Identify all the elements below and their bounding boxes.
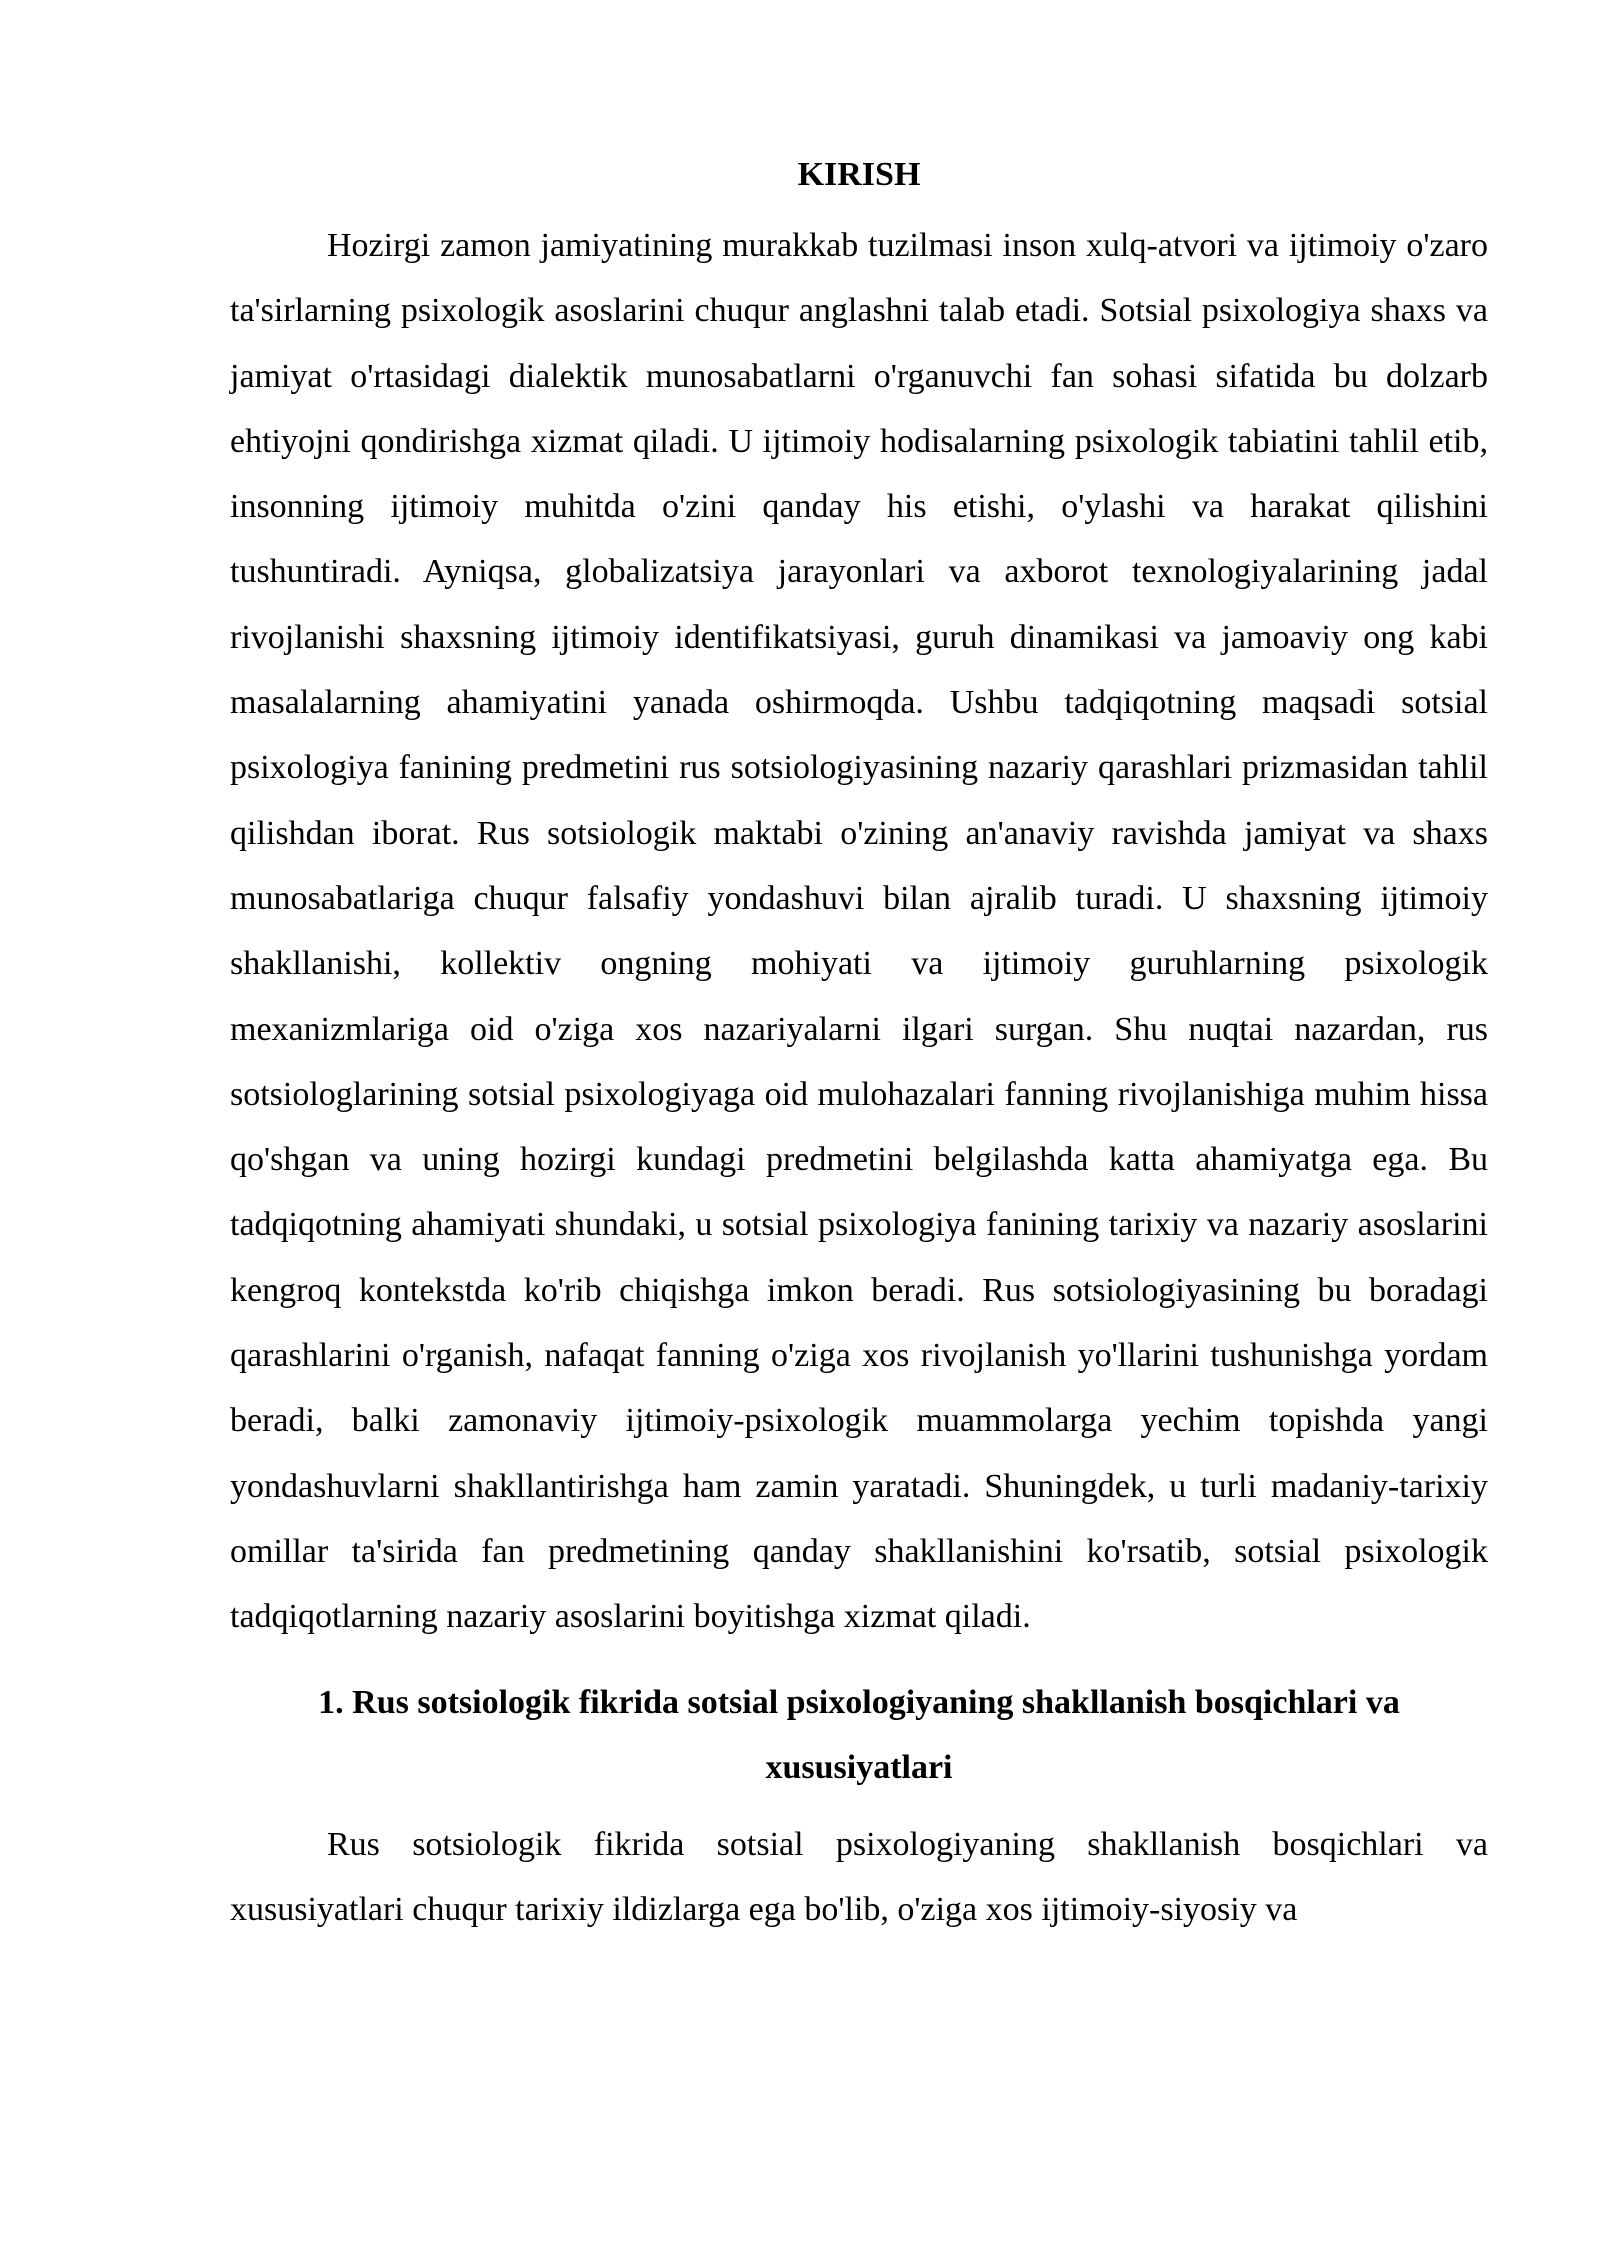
- document-page: [230, 145, 1488, 1942]
- section-1-heading: 1. Rus sotsiologik fikrida sotsial psixologiyaning shakllanish bosqichlari va xususiyatlari: [318, 1683, 1400, 1786]
- section-1-paragraph: Rus sotsiologik fikrida sotsial psixologiyaning shakllanish bosqichlari va xususiyatlari chuqur tarixiy ildizlarga ega bo'lib, o'ziga xos ijtimoiy-siyosiy va: [230, 1825, 1488, 1928]
- intro-paragraph: Hozirgi zamon jamiyatining murakkab tuzilmasi inson xulq-atvori va ijtimoiy o'zaro ta'sirlarning psixologik asoslarini chuqur anglashni talab etadi. Sotsial psixologiya shaxs va jamiyat o'rtasidagi dialektik munosabatlarni o'rganuvchi fan sohasi sifatida bu dolzarb ehtiyojni qondirishga xizmat qiladi. U ijtimoiy hodisalarning psixologik tabiatini tahlil etib, insonning ijtimoiy muhitda o'zini qanday his etishi, o'ylashi va harakat qilishini tushuntiradi. Ayniqsa, globalizatsiya jarayonlari va axborot texnologiyalarining jadal rivojlanishi shaxsning ijtimoiy identifikatsiyasi, guruh dinamikasi va jamoaviy ong kabi masalalarning ahamiyatini yanada oshirmoqda. Ushbu tadqiqotning maqsadi sotsial psixologiya fanining predmetini rus sotsiologiyasining nazariy qarashlari prizmasidan tahlil qilishdan iborat. Rus sotsiologik maktabi o'zining an'anaviy ravishda jamiyat va shaxs munosabatlariga chuqur falsafiy yondashuvi bilan ajralib turadi. U shaxsning ijtimoiy shakllanishi, kollektiv ongning mohiyati va ijtimoiy guruhlarning psixologik mexanizmlariga oid o'ziga xos nazariyalarni ilgari surgan. Shu nuqtai nazardan, rus sotsiologlarining sotsial psixologiyaga oid mulohazalari fanning rivojlanishiga muhim hissa qo'shgan va uning hozirgi kundagi predmetini belgilashda katta ahamiyatga ega. Bu tadqiqotning ahamiyati shundaki, u sotsial psixologiya fanining tarixiy va nazariy asoslarini kengroq kontekstda ko'rib chiqishga imkon beradi. Rus sotsiologiyasining bu boradagi qarashlarini o'rganish, nafaqat fanning o'ziga xos rivojlanish yo'llarini tushunishga yordam beradi, balki zamonaviy ijtimoiy-psixologik muammolarga yechim topishda yangi yondashuvlarni shakllantirishga ham zamin yaratadi. Shuningdek, u turli madaniy-tarixiy omillar ta'sirida fan predmetining qanday shakllanishini ko'rsatib, sotsial psixologik tadqiqotlarning nazariy asoslarini boyitishga xizmat qiladi.: [230, 227, 1488, 1636]
- page-title: KIRISH: [797, 156, 921, 193]
